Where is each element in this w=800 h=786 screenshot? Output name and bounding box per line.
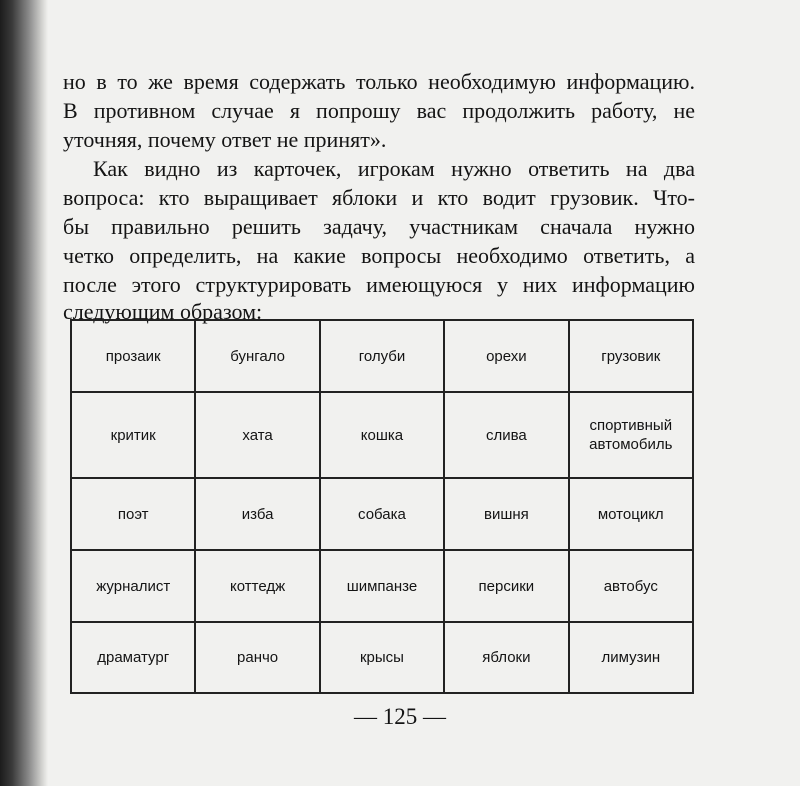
text-line: Как видно из карточек, игрокам нужно ответить на два bbox=[93, 156, 695, 181]
table-cell: автобус bbox=[569, 550, 693, 622]
table-row bbox=[71, 478, 693, 550]
text-line: четко определить, на какие вопросы необходимо ответить, а bbox=[63, 243, 695, 268]
table-cell: хата bbox=[195, 392, 319, 478]
text-line: после этого структурировать имеющуюся у них информацию bbox=[63, 272, 695, 297]
text-line: следующим образом: bbox=[63, 299, 263, 324]
text-line: уточняя, почему ответ не принят». bbox=[63, 127, 387, 152]
table-cell: вишня bbox=[444, 478, 568, 550]
table-cell: прозаик bbox=[71, 320, 195, 392]
text-line: В противном случае я попрошу вас продолжить работу, не bbox=[63, 98, 695, 123]
table-cell: критик bbox=[71, 392, 195, 478]
text-line: но в то же время содержать только необходимую информацию. bbox=[63, 69, 695, 94]
table-cell: поэт bbox=[71, 478, 195, 550]
table-cell: шимпанзе bbox=[320, 550, 444, 622]
table-cell: драматург bbox=[71, 622, 195, 693]
table-cell: изба bbox=[195, 478, 319, 550]
page-number: — 125 — bbox=[354, 704, 446, 729]
table-cell: грузовик bbox=[569, 320, 693, 392]
text-line: бы правильно решить задачу, участникам сначала нужно bbox=[63, 214, 695, 239]
table-cell: журналист bbox=[71, 550, 195, 622]
table-row bbox=[71, 622, 693, 693]
table-cell: бунгало bbox=[195, 320, 319, 392]
table-cell: яблоки bbox=[444, 622, 568, 693]
table-row bbox=[71, 392, 693, 478]
table-row bbox=[71, 550, 693, 622]
table-cell: слива bbox=[444, 392, 568, 478]
table-cell: спортивный автомобиль bbox=[569, 392, 693, 478]
table-cell: кошка bbox=[320, 392, 444, 478]
table-cell: голуби bbox=[320, 320, 444, 392]
table-cell: собака bbox=[320, 478, 444, 550]
table-cell: крысы bbox=[320, 622, 444, 693]
table-cell: орехи bbox=[444, 320, 568, 392]
table-row bbox=[71, 320, 693, 392]
table-cell: лимузин bbox=[569, 622, 693, 693]
table-cell: персики bbox=[444, 550, 568, 622]
table-cell: ранчо bbox=[195, 622, 319, 693]
table-cell: мотоцикл bbox=[569, 478, 693, 550]
text-line: вопроса: кто выращивает яблоки и кто водит грузовик. Что- bbox=[63, 185, 695, 210]
table-cell: коттедж bbox=[195, 550, 319, 622]
info-grid-table bbox=[70, 319, 694, 694]
